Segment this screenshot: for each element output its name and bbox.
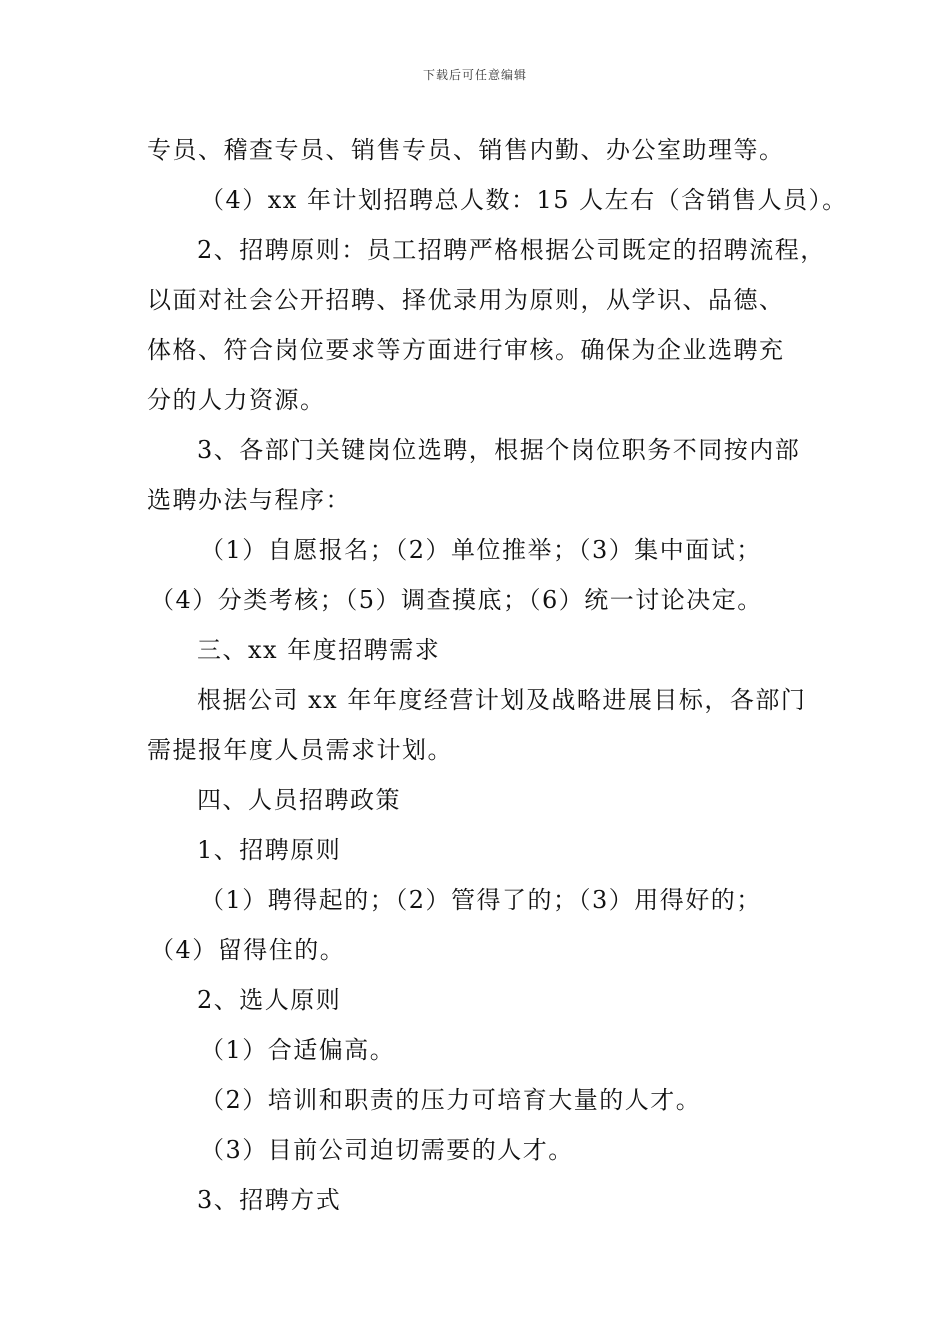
subsection-heading: 3、招聘方式 (197, 1186, 342, 1214)
body-line: 分的人力资源。 (147, 386, 326, 414)
body-line: 根据公司 xx 年年度经营计划及战略进展目标，各部门 (197, 686, 807, 714)
body-line: 以面对社会公开招聘、择优录用为原则，从学识、品德、 (147, 286, 785, 314)
body-line: 体格、符合岗位要求等方面进行审核。确保为企业选聘充 (147, 336, 785, 364)
body-line: 3、各部门关键岗位选聘，根据个岗位职务不同按内部 (197, 436, 801, 464)
body-line: （1）合适偏高。 (200, 1036, 396, 1064)
body-line: 需提报年度人员需求计划。 (147, 736, 453, 764)
body-line: （2）培训和职责的压力可培育大量的人才。 (200, 1086, 702, 1114)
section-heading: 三、xx 年度招聘需求 (197, 636, 441, 664)
subsection-heading: 2、选人原则 (197, 986, 342, 1014)
body-line: （4）分类考核；（5）调查摸底；（6）统一讨论决定。 (150, 586, 763, 614)
body-line: （4）xx 年计划招聘总人数：15 人左右（含销售人员）。 (200, 186, 848, 214)
body-line: 选聘办法与程序： (147, 486, 351, 514)
body-line: 专员、稽查专员、销售专员、销售内勤、办公室助理等。 (147, 136, 785, 164)
body-line: （4）留得住的。 (150, 936, 346, 964)
body-line: （3）目前公司迫切需要的人才。 (200, 1136, 574, 1164)
section-heading: 四、人员招聘政策 (197, 786, 401, 814)
subsection-heading: 1、招聘原则 (197, 836, 342, 864)
body-line: （1）自愿报名；（2）单位推举；（3）集中面试； (200, 536, 762, 564)
body-line: 2、招聘原则：员工招聘严格根据公司既定的招聘流程， (197, 236, 826, 264)
body-line: （1）聘得起的；（2）管得了的；（3）用得好的； (200, 886, 762, 914)
page-header-note: 下载后可任意编辑 (422, 68, 527, 82)
